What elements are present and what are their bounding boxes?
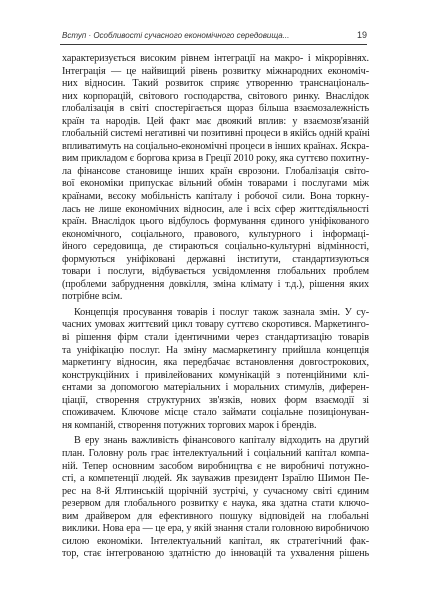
text-line: вої економіки припускає вільний обмін товарами і послугами між [62, 178, 369, 190]
text-line: рес на 8-й Ялтинській щорічній зустрічі, у сучасному світі єдиним [62, 485, 369, 497]
text-line: ла фінансове становище інших країн єврозони. Глобалізація світо- [62, 165, 369, 177]
text-line: ві рішення фірм стали ідентичними через стандартизацію товарів [62, 332, 369, 344]
text-line: країнами, вєсоку мобільність капіталу і робочої сили. Вона торкну- [62, 191, 369, 203]
text-line: країн. Внаслідок цього відбулось формування єдиного уніфікованого [62, 216, 369, 228]
text-line: часних умовах життєвий цикл товару суттєво скоротився. Маркетинго- [62, 319, 369, 331]
text-line: глобалізація в світі спостерігається щораз більша взаємозалежність [62, 103, 369, 115]
text-line: споживачем. Ключове місце стало займати соціальне позиціонуван- [62, 407, 369, 419]
text-line: потрібне всім. [62, 291, 123, 303]
text-line: ній. Тепер основним засобом виробництва є не виробничі потужно- [62, 460, 369, 472]
paragraph-1 [62, 53, 369, 304]
text-line: силою економіки. Інтелектуальний капітал, як стратегічний фак- [62, 535, 369, 547]
text-line: них відносин. Такий розвиток сприяє утворенню транснаціональ- [62, 78, 369, 90]
text-line: план. Головну роль грає інтелектуальний і соціальний капітал компа- [62, 447, 369, 459]
text-line: виклики. Нова ера — це ера, у якій знання стали головною виробничою [62, 523, 369, 535]
text-line: сті, а компетенції людей. Як зауважив президент Ізраїлю Шимон Пе- [62, 473, 369, 485]
text-line: вим драйвером для ефективного пошуку відповідей на глобальні [62, 510, 369, 522]
body-text [62, 53, 369, 561]
text-line: товари і послуги, відбувається усвідомлення глобальних проблем [62, 266, 369, 278]
text-line: ціації, створення структурних зв'язків, нових форм взаємодії зі [62, 394, 369, 406]
text-line: Інтеграція — це найвищий рівень розвитку міжнародних економіч- [62, 65, 369, 77]
text-line: Концепція просування товарів і послуг також зазнала змін. У су- [74, 306, 369, 318]
text-line: формуються уніфіковані державні інститути, стандартизуються [62, 253, 369, 265]
text-line: вим прикладом є боргова криза в Греції 2010 року, яка суттєво похитну- [62, 153, 369, 165]
text-line: конструкційних і привілейованих комунікацій з потенційними клі- [62, 369, 369, 381]
text-line: та уніфікацію послуг. На зміну масмаркетингу прийшла концепція [62, 344, 369, 356]
text-line: В еру знань важливість фінансового капіталу відходить на другий [74, 435, 369, 447]
text-line: впливатимуть на соціально-економічні процеси в інших країнах. Яскра- [62, 140, 369, 152]
text-line: глобальній системі негативні чи позитивні процеси в якійсь одній країні [62, 128, 370, 140]
text-line: ня компаній, створення потужних торгових марок і брендів. [62, 419, 317, 431]
text-line: резервом для глобального розвитку є наука, яка здатна стати ключо- [62, 498, 369, 510]
text-line: йного середовища, де стираються соціально-культурні відмінності, [62, 241, 369, 253]
running-header [60, 30, 367, 45]
text-line: (проблеми забруднення довкілля, зміна клімату і т.д.), рішення яких [62, 278, 369, 290]
text-line: них корпорацій, світового господарства, світового ринку. Внаслідок [62, 90, 369, 102]
paragraph-2 [62, 307, 369, 432]
header-title: Вступ · Особливості сучасного економічного середовища... [62, 31, 290, 40]
text-line: маркетингу відносин, яка передбачає встановлення довгострокових, [62, 357, 369, 369]
page-number: 19 [356, 30, 367, 40]
text-line: лась не лише економічних відносин, але і всіх сфер життєдіяльності [62, 203, 369, 215]
text-line: економічного, соціального, правового, культурного і інформаці- [62, 228, 369, 240]
text-line: єнтами за допомогою матеріальних і моральних стимулів, диферен- [62, 382, 369, 394]
text-line: країн та народів. Цей факт має двоякий вплив: у взаємозв'язаній [62, 115, 369, 127]
text-line: тор, стає інтегрованою здатністю до інновацій та ухвалення рішень [62, 548, 369, 560]
paragraph-3 [62, 435, 369, 560]
text-line: характеризується високим рівнем інтеграції на макро- і мікрорівнях. [62, 53, 369, 64]
